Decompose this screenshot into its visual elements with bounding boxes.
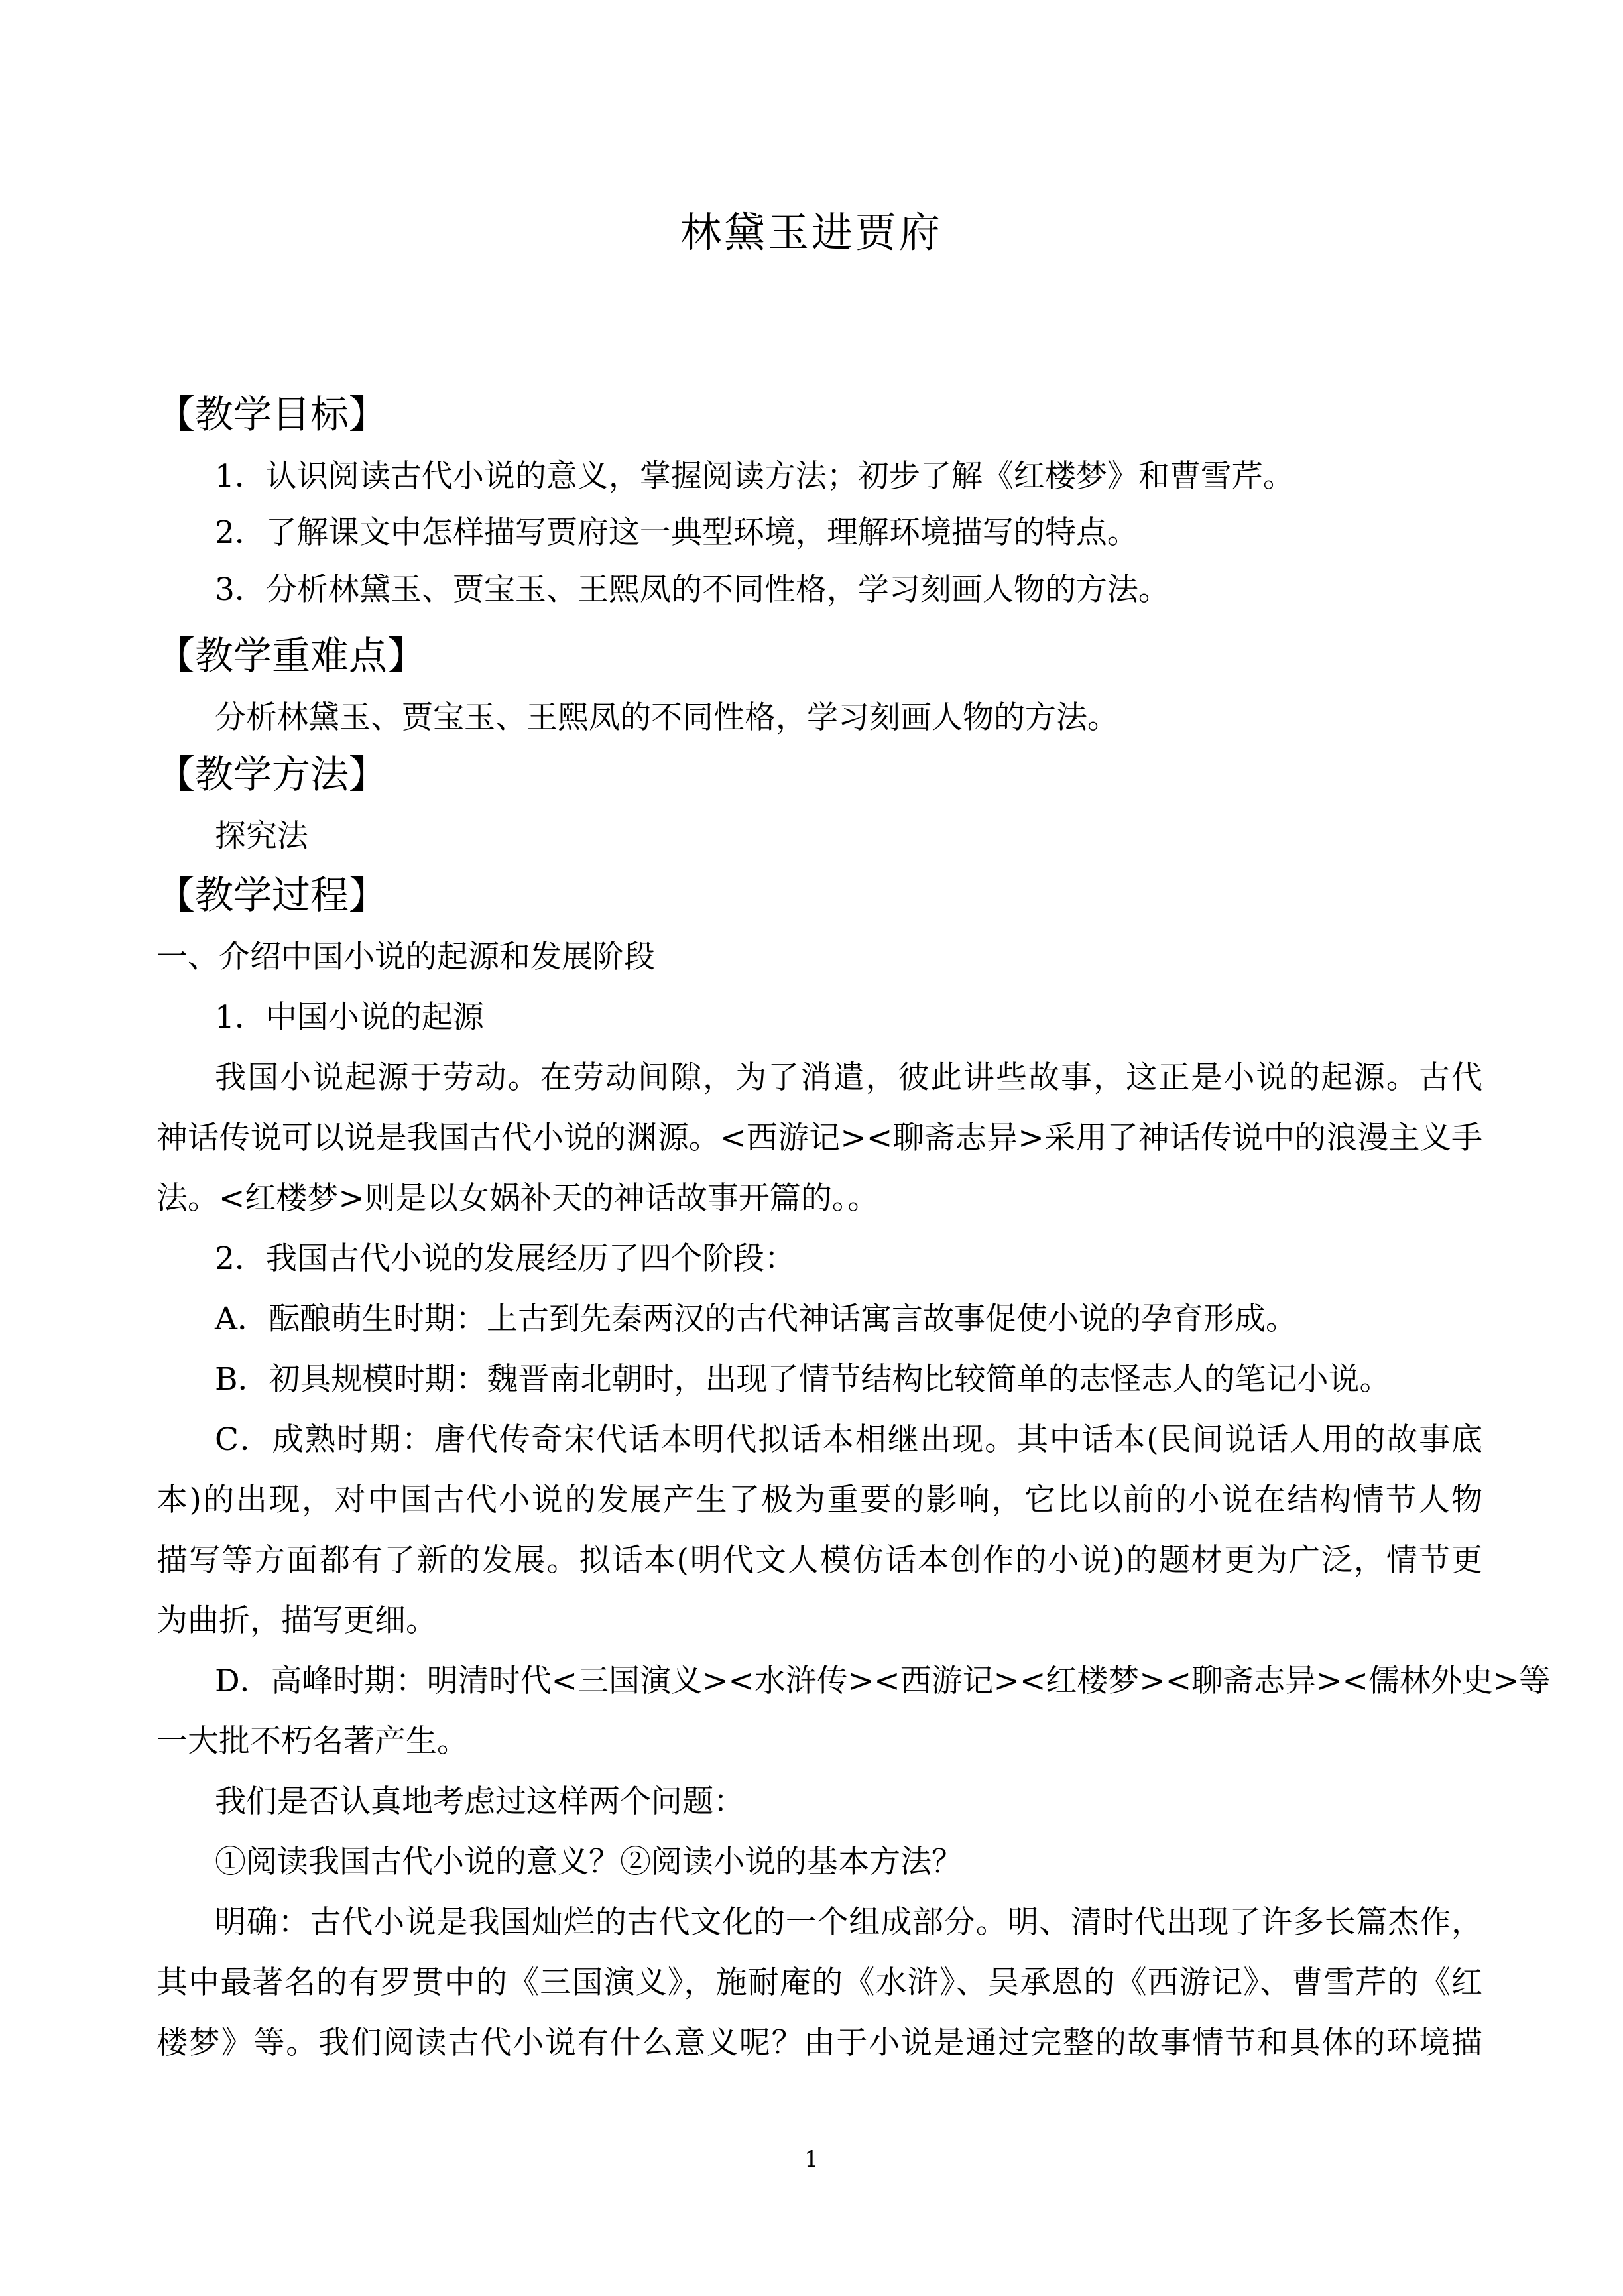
paragraph-line: 本)的出现，对中国古代小说的发展产生了极为重要的影响，它比以前的小说在结构情节人物 [156,1482,1482,1518]
paragraph-line: A．酝酿萌生时期：上古到先秦两汉的古代神话寓言故事促使小说的孕育形成。 [215,1301,1297,1337]
paragraph-line: 神话传说可以说是我国古代小说的渊源。<西游记><聊斋志异>采用了神话传说中的浪漫主义手 [156,1120,1482,1156]
paragraph-line: 1．认识阅读古代小说的意义，掌握阅读方法；初步了解《红楼梦》和曹雪芹。 [215,458,1294,495]
paragraph-line: 其中最著名的有罗贯中的《三国演义》，施耐庵的《水浒》、吴承恩的《西游记》、曹雪芹的《红 [156,1964,1482,2001]
section-heading-key-points: 【教学重难点】 [156,633,426,678]
document-title: 林黛玉进贾府 [680,208,943,257]
section-heading-objectives: 【教学目标】 [156,392,388,437]
paragraph-line: ①阅读我国古代小说的意义？②阅读小说的基本方法？ [215,1844,963,1880]
paragraph-line: 2．了解课文中怎样描写贾府这一典型环境，理解环境描写的特点。 [215,514,1138,551]
paragraph-line: 描写等方面都有了新的发展。拟话本(明代文人模仿话本创作的小说)的题材更为广泛，情节更 [156,1542,1482,1579]
paragraph-line: 探究法 [215,818,308,855]
page-number: 1 [804,2146,819,2173]
paragraph-line: 一大批不朽名著产生。 [156,1723,468,1760]
paragraph-line: 分析林黛玉、贾宝玉、王熙凤的不同性格，学习刻画人物的方法。 [215,699,1118,736]
paragraph-line: 我国小说起源于劳动。在劳动间隙，为了消遣，彼此讲些故事，这正是小说的起源。古代 [215,1059,1482,1096]
section-heading-methods: 【教学方法】 [156,752,388,797]
paragraph-line: 我们是否认真地考虑过这样两个问题： [215,1783,745,1820]
paragraph-line: 3．分析林黛玉、贾宝玉、王熙凤的不同性格，学习刻画人物的方法。 [215,572,1170,608]
paragraph-line: 1．中国小说的起源 [215,999,484,1036]
paragraph-line: 明确：古代小说是我国灿烂的古代文化的一个组成部分。明、清时代出现了许多长篇杰作， [215,1904,1482,1941]
paragraph-line: D．高峰时期：明清时代<三国演义><水浒传><西游记><红楼梦><聊斋志异><儒林外史>等 [215,1663,1551,1699]
paragraph-line: 为曲折，描写更细。 [156,1602,437,1639]
paragraph-line: 法。<红楼梦>则是以女娲补天的神话故事开篇的。。 [156,1180,879,1217]
paragraph-line: B．初具规模时期：魏晋南北朝时，出现了情节结构比较简单的志怪志人的笔记小说。 [215,1361,1391,1398]
section-heading-process: 【教学过程】 [156,873,388,918]
paragraph-line: 楼梦》等。我们阅读古代小说有什么意义呢？由于小说是通过完整的故事情节和具体的环境描 [156,2025,1482,2061]
paragraph-line: 2．我国古代小说的发展经历了四个阶段： [215,1240,796,1277]
paragraph-line: C．成熟时期：唐代传奇宋代话本明代拟话本相继出现。其中话本(民间说话人用的故事底 [215,1421,1482,1458]
paragraph-line: 一、介绍中国小说的起源和发展阶段 [156,939,655,975]
